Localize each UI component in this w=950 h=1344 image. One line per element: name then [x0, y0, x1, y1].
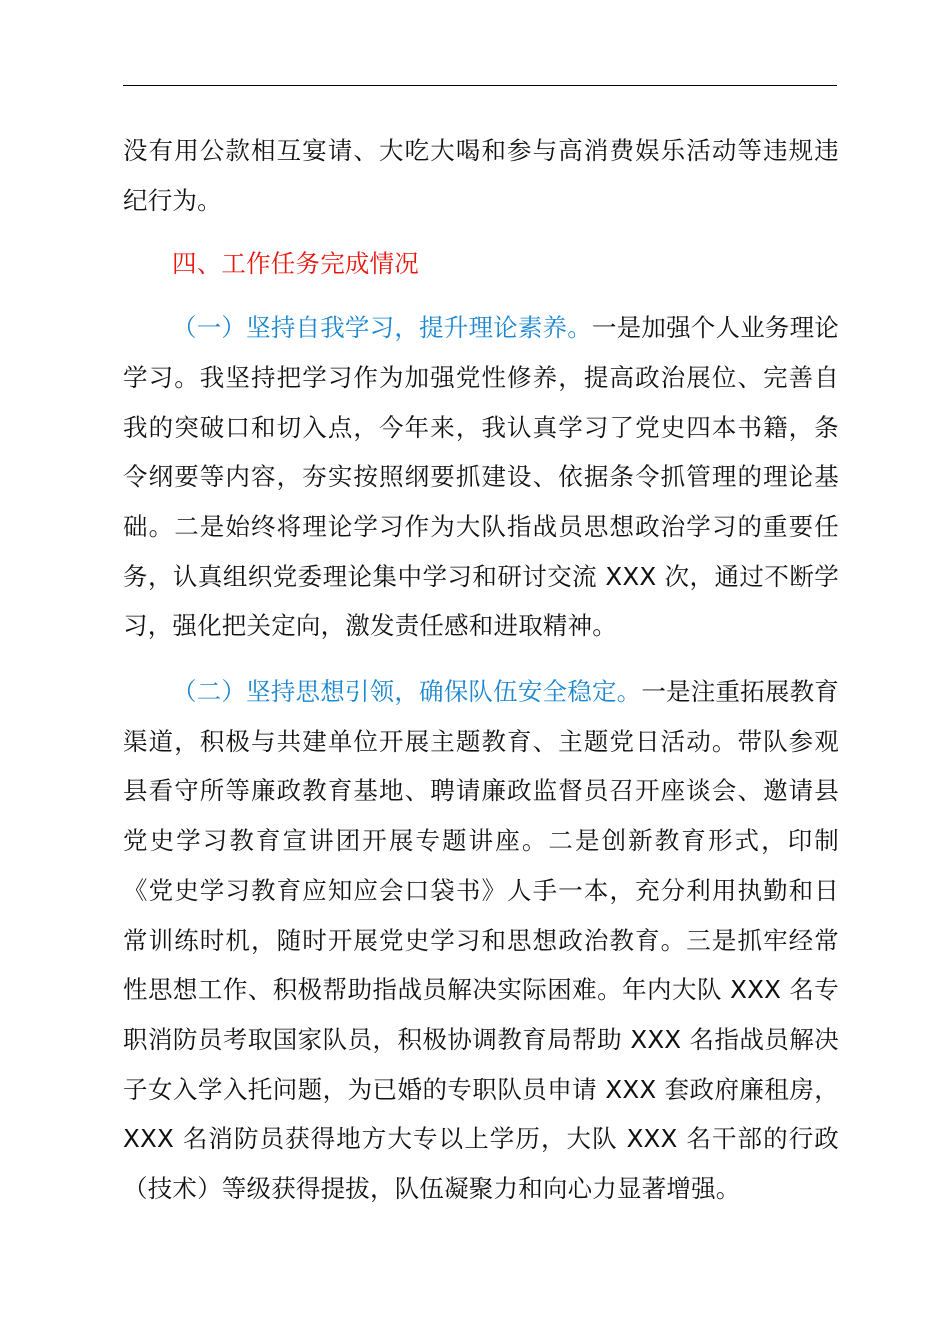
document-body: [123, 126, 839, 1214]
paragraph-1-heading: （一）坚持自我学习，提升理论素养。: [172, 313, 592, 343]
paragraph-2: [123, 667, 839, 1214]
paragraph-1: [123, 303, 839, 651]
header-rule: [123, 85, 837, 86]
intro-paragraph: 没有用公款相互宴请、大吃大喝和参与高消费娱乐活动等违规违纪行为。: [123, 136, 839, 215]
paragraph-2-heading: （二）坚持思想引领，确保队伍安全稳定。: [172, 677, 642, 707]
paragraph-1-body: 一是加强个人业务理论学习。我坚持把学习作为加强党性修养，提高政治展位、完善自我的突破口和切入点，今年来，我认真学习了党史四本书籍，条令纲要等内容，夯实按照纲要抓建设、依据条令抓管理的理论基础。二是始终将理论学习作为大队指战员思想政治学习的重要任务，认真组织党委理论集中学习和研讨交流 XXX 次，通过不断学习，强化把关定向，激发责任感和进取精神。: [123, 313, 840, 641]
section-title: 四、工作任务完成情况: [172, 249, 419, 279]
paragraph-2-body: 一是注重拓展教育渠道，积极与共建单位开展主题教育、主题党日活动。带队参观县看守所等廉政教育基地、聘请廉政监督员召开座谈会、邀请县党史学习教育宣讲团开展专题讲座。二是创新教育形式，印制《党史学习教育应知应会口袋书》人手一本，充分利用执勤和日常训练时机，随时开展党史学习和思想政治教育。三是抓牢经常性思想工作、积极帮助指战员解决实际困难。年内大队 XXX 名专职消防员考取国家队员，积极协调教育局帮助 XXX 名指战员解决子女入学入托问题，为已婚的专职队员申请 XXX 套政府廉租房，XXX 名消防员获得地方大专以上学历，大队 XXX 名干部的行政（技术）等级获得提拔，队伍凝聚力和向心力显著增强。: [123, 677, 839, 1204]
